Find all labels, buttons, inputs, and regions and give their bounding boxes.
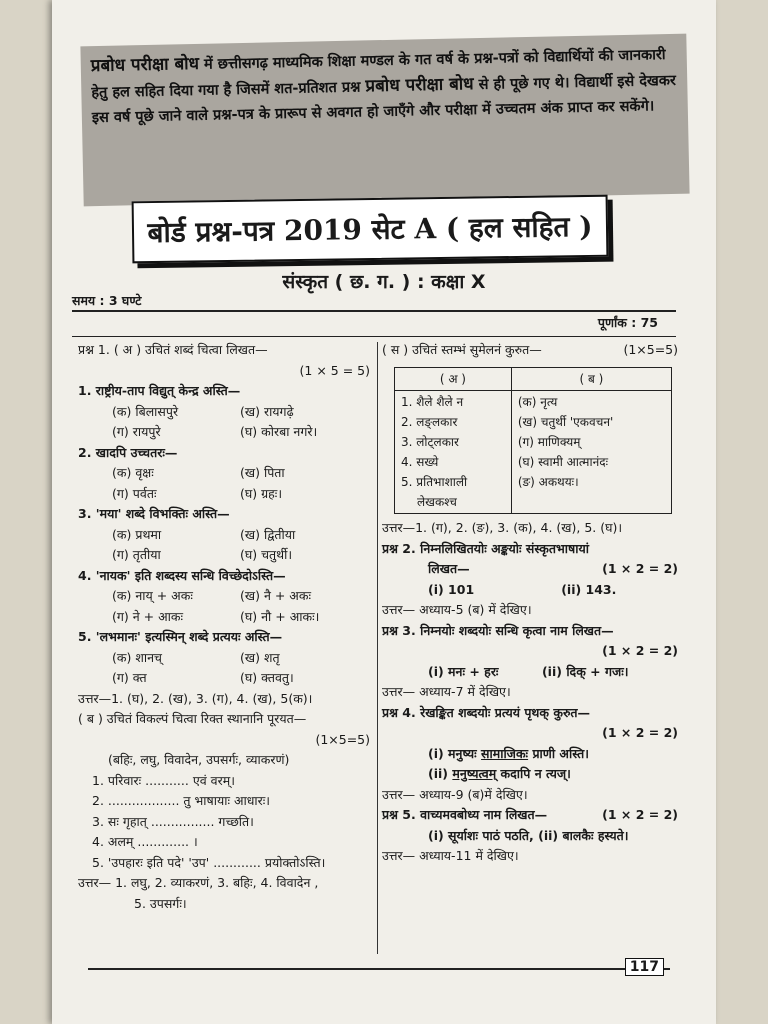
q4-item-2-pre: (ii) <box>428 766 453 781</box>
footer-rule <box>88 968 670 970</box>
column-divider <box>377 342 378 954</box>
option: (ग) क्त <box>112 670 147 685</box>
header-rule <box>72 310 676 312</box>
option: (ग) ने + आकः <box>112 608 184 624</box>
match-a-item: 2. लङ्लकार <box>401 415 458 429</box>
page-number: 117 <box>625 958 664 976</box>
q4-heading: प्रश्न 4. रेखङ्कित शब्दयोः प्रत्ययं पृथक् कुरुत— <box>382 704 591 720</box>
q1a-item-5: 5. 'लभमानः' इत्यस्मिन् शब्दे प्रत्ययः अस्ति— <box>78 629 283 644</box>
max-marks-label: पूर्णांक : 75 <box>597 315 658 330</box>
q5-marks: (1 × 2 = 2) <box>602 807 678 822</box>
match-a-item: 4. सख्ये <box>401 455 439 469</box>
option: (ख) शतृ <box>240 649 280 665</box>
option: (क) वृक्षः <box>112 465 154 480</box>
q2-heading: प्रश्न 2. निम्नलिखितयोः अङ्कयोः संस्कृतभाषायां <box>382 540 589 556</box>
q5-heading: प्रश्न 5. वाच्यमवबोध्य नाम लिखत— <box>382 807 548 822</box>
option: (घ) नौ + आकः। <box>240 608 320 624</box>
q4-item-2-post: कदापि न त्यज्। <box>496 766 571 781</box>
q1a-item-4-options <box>78 586 374 607</box>
q1a-item-1-options-2 <box>78 422 374 443</box>
paper-title: बोर्ड प्रश्न-पत्र 2019 सेट A ( हल सहित ) <box>132 195 609 264</box>
q1b-heading: ( ब ) उचितं विकल्पं चित्वा रिक्त स्थानानि पूरयत— <box>78 711 307 726</box>
q1a-heading: प्रश्न 1. ( अ ) उचितं शब्दं चित्वा लिखत— <box>78 342 268 357</box>
q1a-item-5-options <box>78 648 374 669</box>
option: (घ) कोरबा नगरे। <box>240 424 318 439</box>
option: (ग) तृतीया <box>112 547 161 562</box>
q4-item-1-underlined: सामाजिकः <box>481 745 529 761</box>
q1a-item-5-options-2 <box>78 668 374 689</box>
q3-items: (i) मनः + हरः (ii) दिक् + गजः। <box>428 663 629 679</box>
match-b-item: (ङ) अकथयः। <box>517 475 579 489</box>
q3-marks: (1 × 2 = 2) <box>602 643 678 658</box>
option: (क) शानच् <box>112 649 162 665</box>
match-a-item: 3. लोट्लकार <box>401 435 459 449</box>
q1c-marks: (1×5=5) <box>623 342 678 357</box>
right-column <box>382 340 682 867</box>
match-a-item: लेखकश्च <box>417 495 457 509</box>
q4-item-1 <box>382 744 682 765</box>
q5-answer: उत्तर— अध्याय-11 में देखिए। <box>382 848 519 863</box>
q1c-header <box>382 340 682 361</box>
q1a-item-2-options-2 <box>78 484 374 505</box>
q4-item-2-underlined: मनुष्यत्वम् <box>452 766 497 781</box>
option: (ख) रायगढ़े <box>240 403 294 419</box>
match-b-item: (क) नृत्य <box>517 395 558 409</box>
q1a-item-3: 3. 'मया' शब्दे विभक्तिः अस्ति— <box>78 506 230 521</box>
q1a-item-3-options-2 <box>78 545 374 566</box>
q1b-marks: (1×5=5) <box>315 731 370 747</box>
option: (घ) चतुर्थी। <box>240 547 293 562</box>
q1a-item-2-options <box>78 463 374 484</box>
q1a-item-3-options <box>78 525 374 546</box>
left-column <box>78 340 374 914</box>
match-col-a <box>395 391 512 514</box>
q2-heading-row <box>382 559 682 580</box>
q3-heading: प्रश्न 3. निम्नयोः शब्दयोः सन्धि कृत्वा नाम लिखत— <box>382 622 614 638</box>
option: (ख) द्वितीया <box>240 526 296 542</box>
header-rule-2 <box>72 336 676 337</box>
option: (क) प्रथमा <box>112 526 162 542</box>
q1b-answer-cont: 5. उपसर्गः। <box>134 895 187 911</box>
option: (ग) रायपुरे <box>112 424 161 439</box>
intro-text-2: से ही पूछे गए थे। विद्यार्थी इसे देखकर इस वर्ष पूछे जाने वाले प्रश्न-पत्र के प्रारूप से अवगत हो जाएँगे और परीक्षा में उच्चतम अंक प्राप्त कर सकेंगे। <box>91 72 677 127</box>
q1b-item-1: 1. परिवारः ........... एवं वरम्। <box>92 772 235 788</box>
subject-heading: संस्कृत ( छ. ग. ) : कक्षा X <box>282 271 486 293</box>
match-table <box>394 367 672 515</box>
q1a-answer: उत्तर—1. (घ), 2. (ख), 3. (ग), 4. (ख), 5(क)। <box>78 690 313 706</box>
q4-item-1-post: प्राणी अस्ति। <box>528 745 589 761</box>
intro-text: में छत्तीसगढ़ माध्यमिक शिक्षा मण्डल के गत वर्ष के प्रश्न-पत्रों को विद्यार्थियों की जानकारी हेतु हल सहित दिया गया है जिसमें शत-प्रतिशत प्रश्न <box>91 47 666 102</box>
q4-item-1-pre: (i) मनुष्यः <box>428 745 482 761</box>
option: (ख) नै + अकः <box>240 588 311 603</box>
q2-heading-cont: लिखत— <box>428 561 470 576</box>
match-b-item: (ग) माणिक्यम् <box>517 435 581 449</box>
time-label: समय : 3 घण्टे <box>72 293 142 308</box>
option: (ग) पर्वतः <box>112 485 157 501</box>
q1b-item-3: 3. सः गृहात् ................ गच्छति। <box>92 813 254 829</box>
q1b-item-4: 4. अलम् ............. । <box>92 834 198 849</box>
book-page <box>52 0 716 1024</box>
q1b-item-2: 2. .................. तु भाषायाः आधारः। <box>92 793 271 808</box>
match-col-b-header: ( ब ) <box>511 367 671 391</box>
option: (घ) क्तवतु। <box>240 670 294 685</box>
q5-items: (i) सूर्याशः पाठं पठति, (ii) बालकैः हस्यते। <box>428 827 629 843</box>
match-a-item: 5. प्रतिभाशाली <box>401 475 468 489</box>
q1a-item-1: 1. राष्ट्रीय-ताप विद्युत् केन्द्र अस्ति— <box>78 383 241 398</box>
option: (क) बिलासपुरे <box>112 403 179 419</box>
q1a-marks: (1 × 5 = 5) <box>299 362 370 378</box>
q1a-item-4-options-2 <box>78 607 374 628</box>
q5-header <box>382 805 682 826</box>
q4-marks: (1 × 2 = 2) <box>602 725 678 740</box>
match-b-item: (घ) स्वामी आत्मानंदः <box>517 455 609 469</box>
match-b-item: (ख) चतुर्थी 'एकवचन' <box>517 415 614 429</box>
q1b-options: (बहिः, लघु, विवादेन, उपसर्गः, व्याकरणं) <box>108 752 290 767</box>
intro-banner <box>80 34 689 207</box>
option: (क) नाय् + अकः <box>112 588 193 603</box>
intro-brand: प्रबोध परीक्षा बोध <box>90 53 200 77</box>
q1c-answer: उत्तर—1. (ग), 2. (ङ), 3. (क), 4. (ख), 5. (घ)। <box>382 520 623 535</box>
q2-answer: उत्तर— अध्याय-5 (ब) में देखिए। <box>382 602 532 617</box>
intro-brand-2: प्रबोध परीक्षा बोध <box>365 74 474 97</box>
q2-items: (i) 101 (ii) 143. <box>428 581 617 597</box>
q1a-item-1-options <box>78 402 374 423</box>
q4-item-2 <box>382 764 682 785</box>
q1b-item-5: 5. 'उपहारः इति पदे' 'उप' ............ प्रयोक्तोऽस्ति। <box>92 854 326 870</box>
match-col-b <box>511 391 671 514</box>
q1a-item-2: 2. खादपि उच्चतरः— <box>78 444 178 460</box>
q3-answer: उत्तर— अध्याय-7 में देखिए। <box>382 684 511 699</box>
option: (ख) पिता <box>240 465 285 480</box>
match-a-item: 1. शैले शैले न <box>401 395 464 409</box>
q1b-answer: उत्तर— 1. लघु, 2. व्याकरणं, 3. बहिः, 4. विवादेन , <box>78 875 319 890</box>
q4-answer: उत्तर— अध्याय-9 (ब)में देखिए। <box>382 786 528 802</box>
q1c-heading: ( स ) उचितं स्तम्भं सुमेलनं कुरुत— <box>382 342 542 357</box>
match-col-a-header: ( अ ) <box>395 367 512 391</box>
q2-marks: (1 × 2 = 2) <box>602 561 678 576</box>
option: (घ) ग्रहः। <box>240 485 283 501</box>
q1a-item-4: 4. 'नायक' इति शब्दस्य सन्धि विच्छेदोऽस्ति— <box>78 567 286 583</box>
